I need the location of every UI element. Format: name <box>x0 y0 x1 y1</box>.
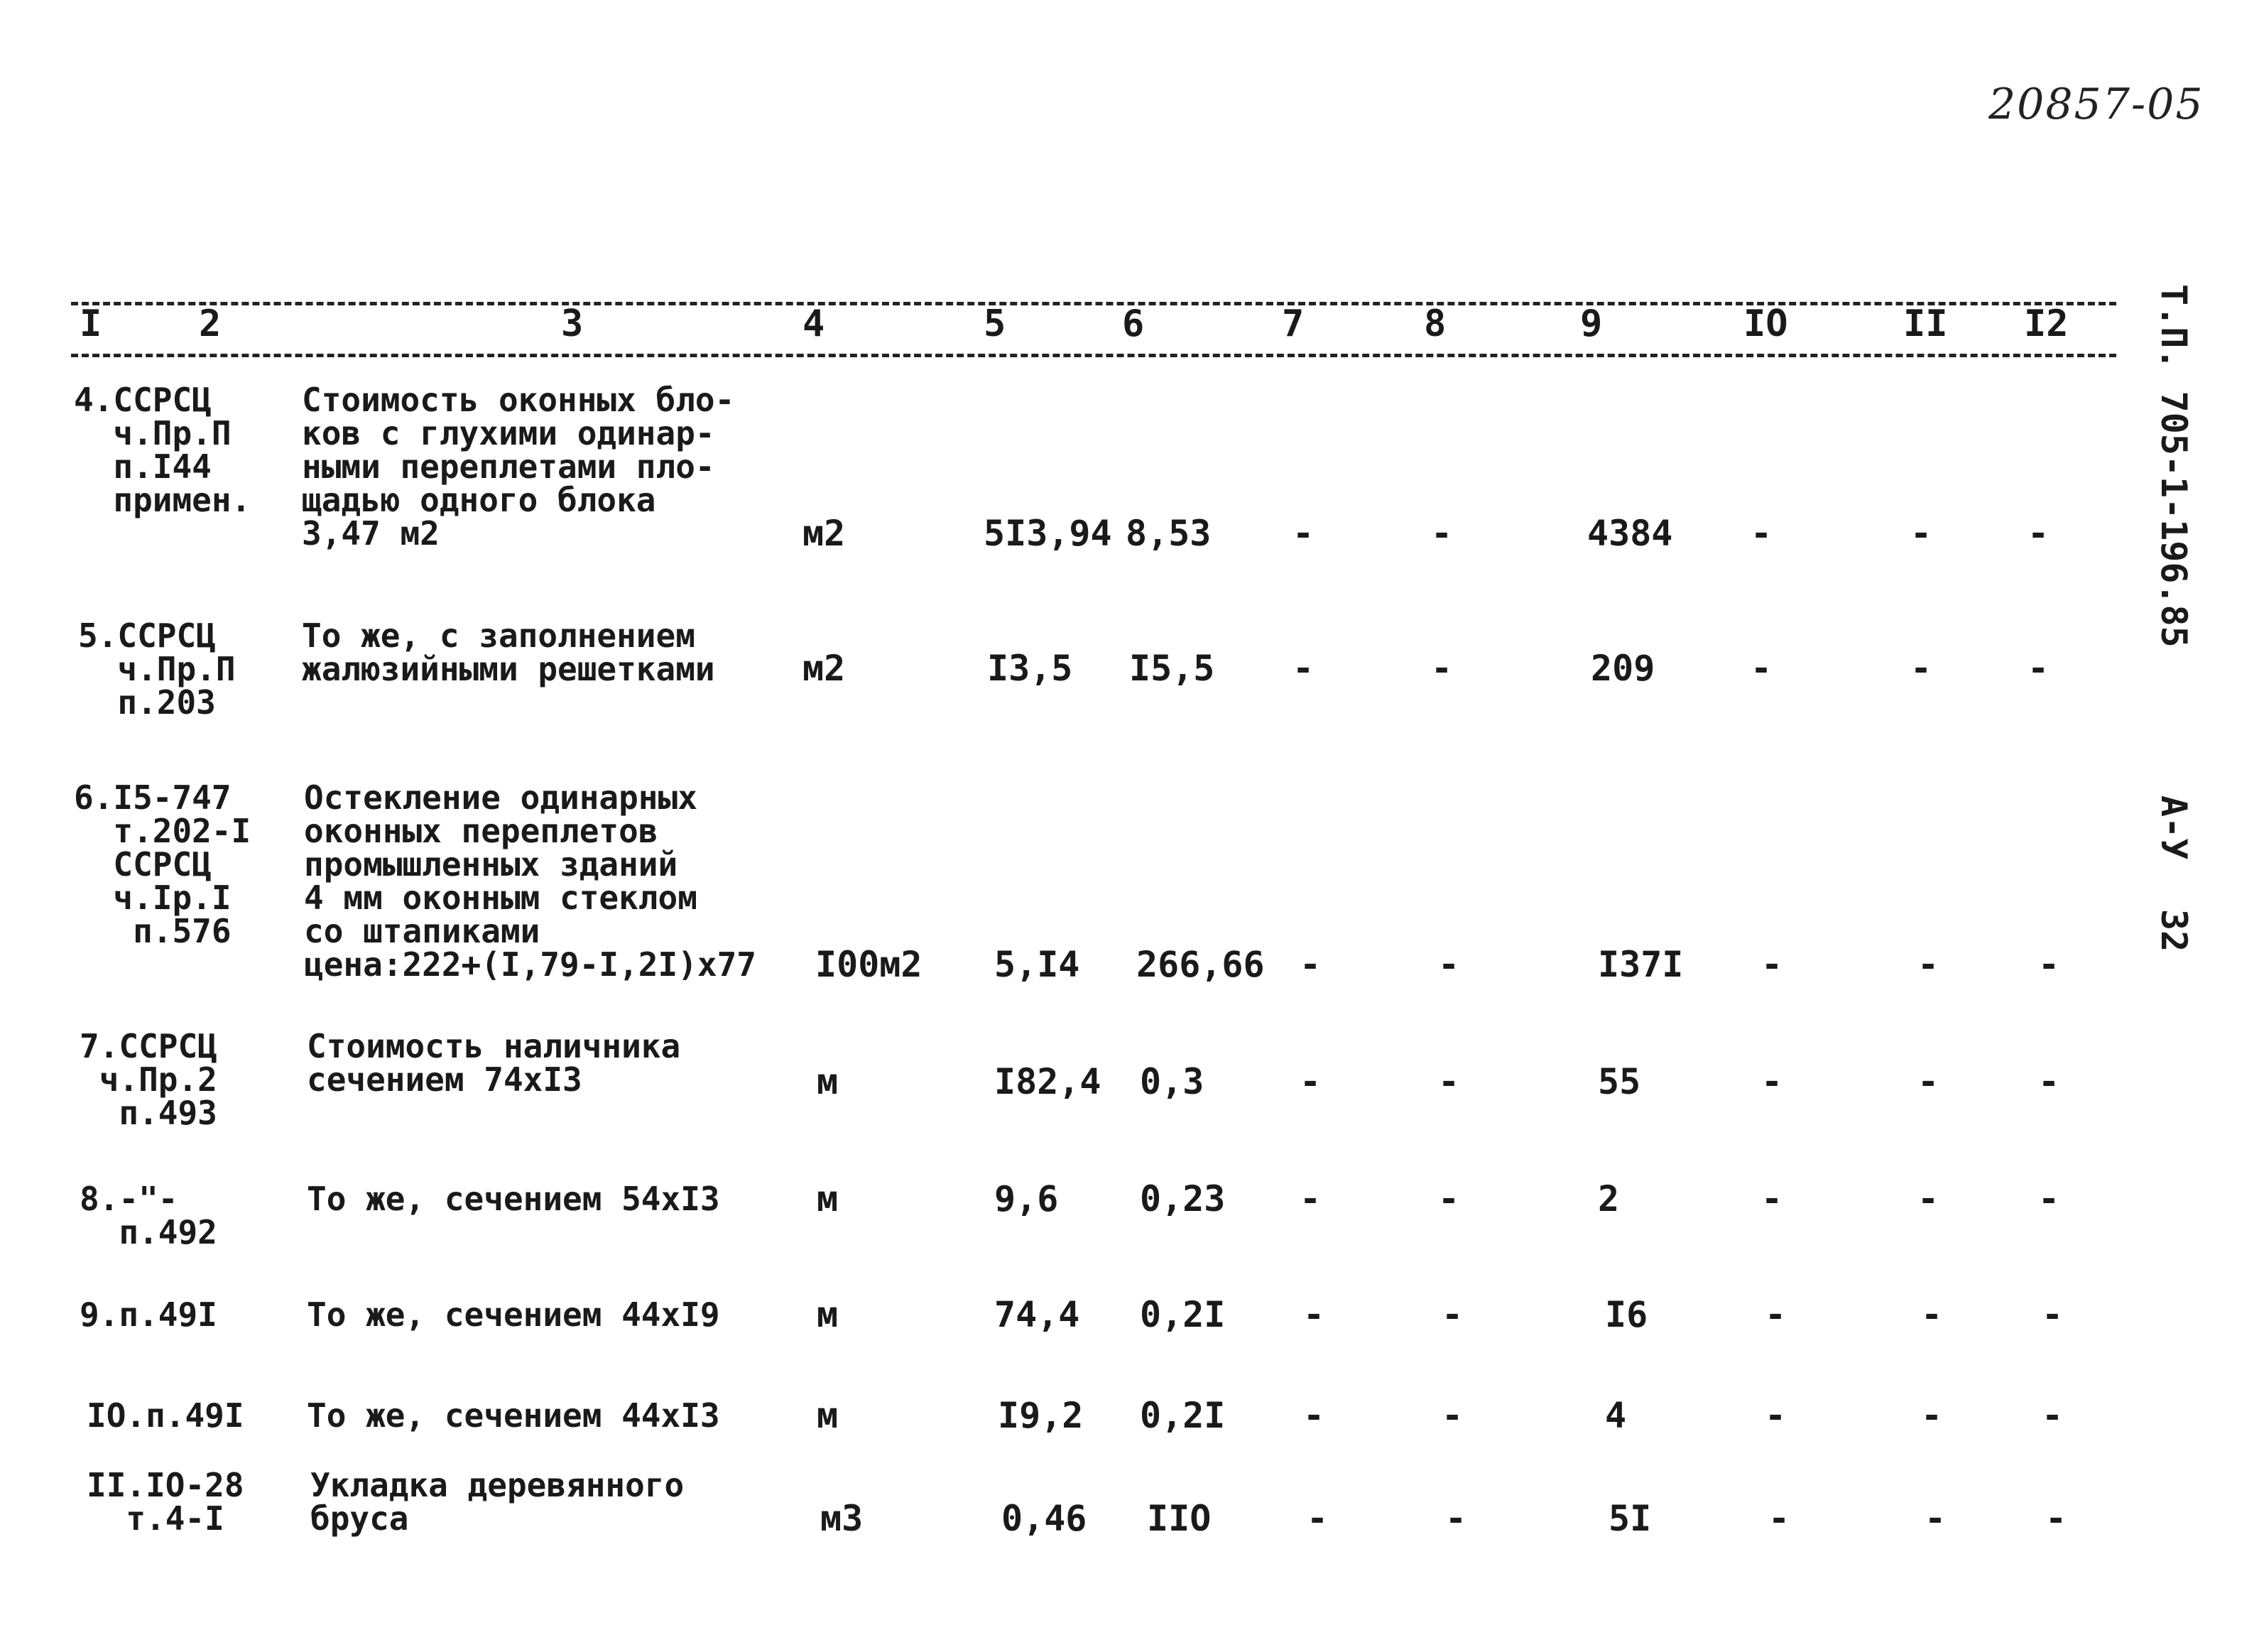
row-5-unit: м2 <box>802 648 846 689</box>
row-4-col7: - <box>1292 513 1315 554</box>
row-10-col5: I9,2 <box>998 1395 1084 1436</box>
row-11-col9: 5I <box>1609 1498 1652 1539</box>
row-10-description: То же, сечением 44хI3 <box>307 1396 720 1435</box>
row-7-col12: - <box>2038 1061 2060 1102</box>
row-7-col10: - <box>1761 1061 1783 1102</box>
col-header-7: 7 <box>1282 303 1305 345</box>
row-4-col8: - <box>1431 513 1453 554</box>
row-10-col7: - <box>1303 1395 1325 1436</box>
row-5-col7: - <box>1292 648 1315 689</box>
row-9-col11: - <box>1921 1294 1943 1335</box>
row-8-description: То же, сечением 54хI3 <box>307 1180 720 1218</box>
row-9-col8: - <box>1442 1294 1464 1335</box>
row-8-col8: - <box>1438 1178 1460 1219</box>
row-7-col8: - <box>1438 1061 1460 1102</box>
row-6-col12: - <box>2038 944 2060 985</box>
col-header-4: 4 <box>802 303 825 345</box>
row-10-code: IO.п.49I <box>87 1396 244 1435</box>
col-header-1: I <box>80 303 102 345</box>
row-5-col12: - <box>2028 648 2050 689</box>
col-header-9: 9 <box>1580 303 1603 345</box>
row-10-col8: - <box>1442 1395 1464 1436</box>
row-8-col6: 0,23 <box>1140 1178 1226 1219</box>
row-8-code: 8.-"- п.492 <box>80 1180 217 1251</box>
row-10-col11: - <box>1921 1395 1943 1436</box>
row-11-col5: 0,46 <box>1001 1498 1087 1539</box>
row-4-col11: - <box>1910 513 1932 554</box>
row-4-col10: - <box>1751 513 1773 554</box>
side-code-series: А-У <box>2153 795 2194 860</box>
row-11-col8: - <box>1445 1498 1467 1539</box>
row-6-col8: - <box>1438 944 1460 985</box>
row-9-col9: I6 <box>1605 1294 1648 1335</box>
row-10-col12: - <box>2042 1395 2064 1436</box>
row-11-col12: - <box>2045 1498 2067 1539</box>
row-5-col10: - <box>1751 648 1773 689</box>
row-5-col8: - <box>1431 648 1453 689</box>
row-11-col6: IIO <box>1147 1498 1212 1539</box>
row-8-col10: - <box>1761 1178 1783 1219</box>
row-5-code: 5.ССРСЦ ч.Пр.П п.203 <box>78 616 236 722</box>
row-9-col10: - <box>1765 1294 1787 1335</box>
row-6-unit: I00м2 <box>815 944 923 985</box>
row-6-description: Остекление одинарных оконных переплетов промышленных зданий 4 мм оконным стеклом со штапиками цена:222+(I,79-I,2I)х77 <box>304 778 756 984</box>
row-9-col12: - <box>2042 1294 2064 1335</box>
row-11-col7: - <box>1307 1498 1329 1539</box>
row-4-description: Стоимость оконных бло- ков с глухими одинар- ными переплетами пло- щадью одного блока 3,47 м2 <box>302 381 735 553</box>
row-6-col10: - <box>1761 944 1783 985</box>
row-6-col5: 5,I4 <box>994 944 1080 985</box>
row-4-col6: 8,53 <box>1126 513 1212 554</box>
row-9-code: 9.п.49I <box>80 1295 217 1334</box>
row-4-col9: 4384 <box>1587 513 1673 554</box>
document-number: 20857-05 <box>1988 80 2204 129</box>
row-4-col5: 5I3,94 <box>984 513 1112 554</box>
col-header-11: II <box>1903 303 1948 345</box>
header-bottom-rule <box>71 354 2116 357</box>
row-6-code: 6.I5-747 т.202-I ССРСЦ ч.Iр.I п.576 <box>74 778 251 950</box>
row-7-code: 7.ССРСЦ ч.Пр.2 п.493 <box>80 1027 217 1132</box>
row-11-description: Укладка деревянного бруса <box>310 1466 685 1538</box>
row-7-unit: м <box>817 1061 839 1102</box>
row-9-col5: 74,4 <box>994 1294 1080 1335</box>
row-4-col12: - <box>2028 513 2050 554</box>
row-10-unit: м <box>817 1395 839 1436</box>
row-7-col7: - <box>1300 1061 1322 1102</box>
row-11-code: II.IO-28 т.4-I <box>87 1466 244 1538</box>
row-11-col10: - <box>1768 1498 1790 1539</box>
col-header-5: 5 <box>984 303 1006 345</box>
row-7-col6: 0,3 <box>1140 1061 1204 1102</box>
col-header-10: IO <box>1743 303 1788 345</box>
row-6-col6: 266,66 <box>1136 944 1265 985</box>
row-11-col11: - <box>1925 1498 1947 1539</box>
row-5-description: То же, с заполнением жалюзийными решетками <box>302 616 715 688</box>
row-9-col6: 0,2I <box>1140 1294 1226 1335</box>
row-10-col6: 0,2I <box>1140 1395 1226 1436</box>
header-top-rule <box>71 302 2116 305</box>
row-9-col7: - <box>1303 1294 1325 1335</box>
row-5-col9: 209 <box>1591 648 1655 689</box>
side-code-project: Т.П. 705-1-196.85 <box>2153 284 2194 648</box>
row-4-unit: м2 <box>802 513 846 554</box>
row-5-col6: I5,5 <box>1129 648 1215 689</box>
row-7-description: Стоимость наличника сечением 74хI3 <box>307 1027 681 1099</box>
row-8-col11: - <box>1917 1178 1939 1219</box>
row-8-col5: 9,6 <box>994 1178 1059 1219</box>
side-code-page: 32 <box>2153 909 2194 952</box>
row-9-description: То же, сечением 44хI9 <box>307 1295 720 1334</box>
row-8-col9: 2 <box>1598 1178 1620 1219</box>
col-header-12: I2 <box>2024 303 2069 345</box>
col-header-3: 3 <box>561 303 584 345</box>
row-11-unit: м3 <box>820 1498 864 1539</box>
row-7-col5: I82,4 <box>994 1061 1101 1102</box>
row-4-code: 4.ССРСЦ ч.Пр.П п.I44 примен. <box>74 381 251 519</box>
row-5-col5: I3,5 <box>987 648 1073 689</box>
col-header-8: 8 <box>1424 303 1447 345</box>
row-10-col10: - <box>1765 1395 1787 1436</box>
row-10-col9: 4 <box>1605 1395 1627 1436</box>
row-8-col7: - <box>1300 1178 1322 1219</box>
row-6-col7: - <box>1300 944 1322 985</box>
col-header-2: 2 <box>199 303 222 345</box>
row-6-col11: - <box>1917 944 1939 985</box>
col-header-6: 6 <box>1122 303 1145 345</box>
row-5-col11: - <box>1910 648 1932 689</box>
row-6-col9: I37I <box>1598 944 1684 985</box>
row-8-unit: м <box>817 1178 839 1219</box>
row-9-unit: м <box>817 1294 839 1335</box>
row-8-col12: - <box>2038 1178 2060 1219</box>
row-7-col11: - <box>1917 1061 1939 1102</box>
row-7-col9: 55 <box>1598 1061 1641 1102</box>
